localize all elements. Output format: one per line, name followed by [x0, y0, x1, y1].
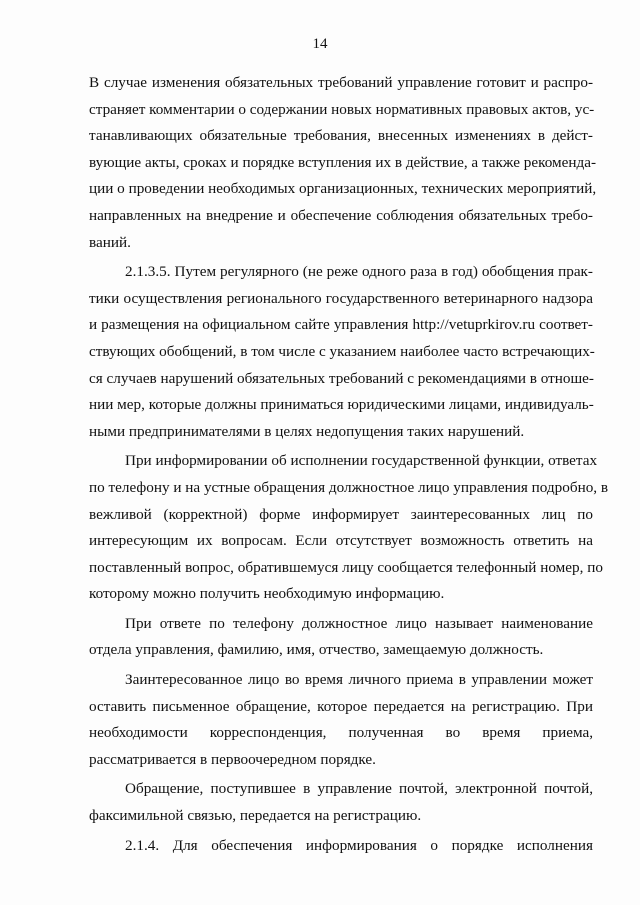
paragraph-1 — [89, 70, 597, 256]
text-line: вующие акты, сроках и порядке вступления их в действие, а также рекоменда- — [89, 153, 596, 171]
text-line: страняет комментарии о содержании новых нормативных правовых актов, ус- — [89, 100, 595, 118]
text-line: При информировании об исполнении государственной функции, ответах — [125, 452, 598, 470]
text-line: ствующих обобщений, в том числе с указанием наиболее часто встречающих- — [89, 342, 595, 360]
text-line: отдела управления, фамилию, имя, отчество, замещаемую должность. — [89, 641, 544, 659]
paragraph-2 — [89, 259, 593, 445]
text-line: нии мер, которые должны приниматься юридическими лицами, индивидуаль- — [89, 396, 594, 414]
text-line: ся случаев нарушений обязательных требований с рекомендациями в отноше- — [89, 369, 594, 387]
text-line: по телефону и на устные обращения должностное лицо управления подробно, в — [89, 478, 609, 496]
document-body — [89, 70, 609, 859]
text-line: факсимильной связью, передается на регистрацию. — [89, 807, 422, 825]
text-line: 2.1.3.5. Путем регулярного (не реже одного раза в год) обобщения прак- — [125, 263, 593, 281]
paragraph-6 — [89, 776, 593, 829]
text-line: В случае изменения обязательных требований управление готовит и распро- — [89, 74, 593, 91]
text-line: 2.1.4. Для обеспечения информирования о порядке исполнения — [125, 836, 593, 854]
text-line: тики осуществления регионального государственного ветеринарного надзора — [89, 289, 593, 307]
text-line: Заинтересованное лицо во время личного приема в управлении может — [125, 671, 593, 689]
text-line: ными предпринимателями в целях недопущения таких нарушений. — [89, 422, 525, 440]
text-line: При ответе по телефону должностное лицо называет наименование — [125, 614, 593, 632]
text-line: поставленный вопрос, обратившемуся лицу сообщается телефонный номер, по — [89, 558, 603, 576]
paragraph-3 — [89, 448, 609, 608]
text-line: оставить письменное обращение, которое передается на регистрацию. При — [89, 697, 593, 715]
paragraph-4 — [89, 611, 593, 664]
paragraph-5 — [89, 667, 593, 773]
text-line: вежливой (корректной) форме информирует заинтересованных лиц по — [89, 505, 593, 523]
paragraph-7 — [89, 833, 593, 860]
text-line: и размещения на официальном сайте управления http://vetuprkirov.ru соответ- — [89, 316, 593, 334]
text-line: интересующим их вопросам. Если отсутствует возможность ответить на — [89, 532, 593, 550]
page-number: 14 — [312, 36, 328, 52]
text-line: которому можно получить необходимую информацию. — [89, 585, 445, 603]
text-line: ции о проведении необходимых организационных, технических мероприятий, — [89, 180, 597, 198]
text-line: Обращение, поступившее в управление почтой, электронной почтой, — [125, 780, 593, 798]
text-line: рассматривается в первоочередном порядке. — [89, 750, 376, 768]
text-line: направленных на внедрение и обеспечение соблюдения обязательных требо- — [89, 206, 593, 224]
text-line: танавливающих обязательные требования, внесенных изменениях в дейст- — [89, 127, 593, 145]
text-line: ваний. — [89, 233, 131, 251]
text-line: необходимости корреспонденция, полученная во время приема, — [89, 724, 593, 742]
